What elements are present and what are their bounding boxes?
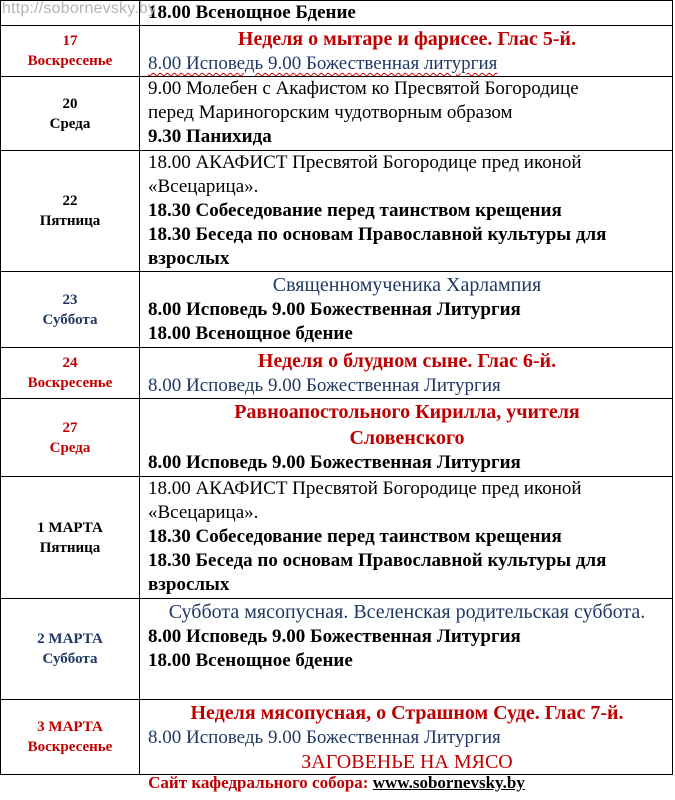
events-cell: [140, 348, 673, 399]
table-row: [1, 477, 673, 599]
event-line: взрослых: [148, 248, 230, 269]
weekday: Воскресенье: [27, 53, 113, 69]
weekday: Среда: [49, 115, 91, 132]
date-cell: [1, 151, 140, 272]
table-row: [1, 399, 673, 477]
date-number: 24: [62, 355, 78, 371]
date-cell: [1, 77, 140, 151]
event-line: 8.00 Исповедь 9.00 Божественная Литургия: [148, 626, 521, 647]
date-number: 27: [62, 419, 78, 436]
event-line: 8.00 Исповедь 9.00 Божественная Литургия: [148, 375, 501, 396]
event-line: 18.30 Собеседование перед таинством крещения: [148, 200, 562, 221]
date-cell: [1, 477, 140, 599]
table-row: [1, 348, 673, 399]
event-line: 18.30 Беседа по основам Православной культуры для: [148, 224, 607, 245]
feast-title: Священномученика Харлампия: [272, 274, 542, 296]
event-line: ЗАГОВЕНЬЕ НА МЯСО: [301, 751, 513, 773]
events-cell: [140, 26, 673, 77]
table-row: [1, 599, 673, 700]
table-row: [1, 26, 673, 77]
event-line: 18.30 Беседа по основам Православной культуры для: [148, 550, 607, 571]
events-cell: [140, 477, 673, 599]
event-line: 18.30 Собеседование перед таинством крещения: [148, 526, 562, 547]
events-cell: [140, 399, 673, 477]
table-row: [1, 272, 673, 348]
events-cell: [140, 77, 673, 151]
events-cell: [140, 1, 673, 26]
date-number: 17: [62, 33, 78, 49]
event-line-text: 8.00 Исповедь 9.00 Божественная литургия: [148, 53, 498, 74]
weekday: Суббота: [42, 311, 98, 328]
event-line: [148, 52, 666, 76]
weekday: Среда: [49, 439, 91, 456]
events-cell: [140, 272, 673, 348]
event-line: 8.00 Исповедь 9.00 Божественная Литургия: [148, 452, 521, 473]
date-cell: [1, 599, 140, 700]
weekday: Суббота: [42, 651, 98, 667]
date-cell: [1, 272, 140, 348]
weekday: Воскресенье: [27, 375, 113, 391]
footer-label: Сайт кафедрального собора:: [148, 773, 373, 792]
feast-title: Неделя о мытаре и фарисее. Глас 5-й.: [237, 28, 577, 50]
event-line: «Всецарица».: [148, 502, 259, 523]
feast-title: Равноапостольного Кирилла, учителя Словенского: [234, 401, 580, 449]
weekday: Воскресенье: [27, 739, 113, 755]
events-cell: [140, 599, 673, 700]
event-line: 8.00 Исповедь 9.00 Божественная Литургия: [148, 727, 501, 748]
event-line: 18.00 АКАФИСТ Пресвятой Богородице пред иконой: [148, 152, 582, 173]
date-number: 3 МАРТА: [37, 719, 103, 735]
date-number: 1 МАРТА: [37, 519, 103, 536]
event-line: 18.00 АКАФИСТ Пресвятой Богородице пред иконой: [148, 478, 582, 499]
date-number: 22: [62, 193, 78, 209]
date-cell: [1, 26, 140, 77]
feast-title: Суббота мясопусная. Вселенская родительская суббота.: [168, 601, 646, 623]
event-line: 18.00 Всенощное бдение: [148, 323, 353, 344]
date-cell: [1, 399, 140, 477]
event-line: 8.00 Исповедь 9.00 Божественная Литургия: [148, 299, 521, 320]
weekday: Пятница: [39, 539, 101, 556]
date-number: 2 МАРТА: [37, 631, 103, 647]
table-row: [1, 700, 673, 775]
watermark-url: http://sobornevsky.by: [2, 0, 157, 17]
event-line: 9.00 Молебен с Акафистом ко Пресвятой Богородице: [148, 78, 579, 99]
table-row: [1, 151, 673, 272]
events-cell: [140, 700, 673, 775]
footer: [0, 772, 673, 794]
date-cell: [1, 348, 140, 399]
event-line: перед Мариногорским чудотворным образом: [148, 102, 513, 123]
table-row: [1, 77, 673, 151]
feast-title: Неделя о блудном сыне. Глас 6-й.: [257, 350, 557, 372]
weekday: Пятница: [39, 213, 101, 229]
events-cell: [140, 151, 673, 272]
site-link[interactable]: www.sobornevsky.by: [372, 773, 525, 792]
event-line: 18.00 Всенощное бдение: [148, 650, 353, 671]
event-line: «Всецарица».: [148, 176, 259, 197]
event-line: 18.00 Всенощное Бдение: [148, 2, 356, 23]
feast-title: Неделя мясопусная, о Страшном Суде. Глас 7-й.: [190, 702, 624, 724]
event-line: 9.30 Панихида: [148, 126, 272, 147]
date-number: 23: [62, 291, 78, 308]
date-cell: [1, 700, 140, 775]
date-number: 20: [62, 95, 78, 112]
event-line: взрослых: [148, 574, 230, 595]
